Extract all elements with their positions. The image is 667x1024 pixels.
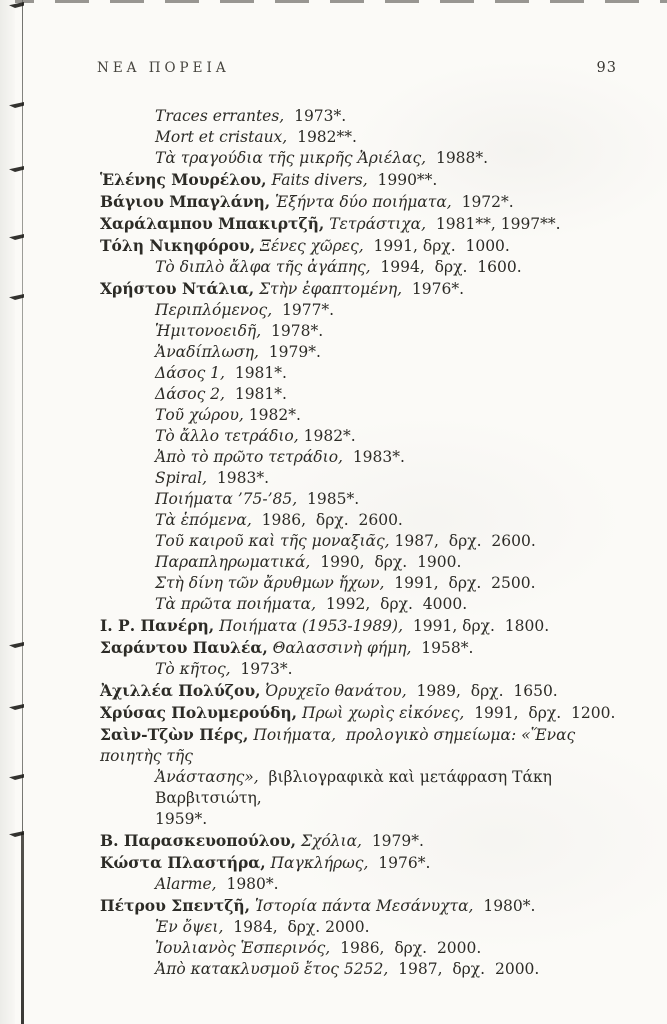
author-name: Ἀχιλλέα Πολύζου, bbox=[100, 681, 261, 700]
work-title: Παγκλήρως, bbox=[265, 854, 369, 872]
author-name: Σαράντου Παυλέα, bbox=[100, 638, 268, 657]
entry-line bbox=[100, 213, 630, 235]
entry-line bbox=[100, 615, 630, 637]
author-name: Πέτρου Σπεντζῆ, bbox=[100, 896, 251, 915]
publication-info: 1981*. bbox=[224, 364, 287, 382]
publication-info: 1983*. bbox=[207, 469, 270, 487]
publication-info: 1983*. bbox=[342, 448, 405, 466]
binding-line-bottom bbox=[21, 833, 24, 1024]
work-title: Στὴ δίνη τῶν ἄρυθμων ἤχων, bbox=[155, 574, 385, 592]
page-number: 93 bbox=[596, 60, 617, 76]
author-name: Χρύσας Πολυμερούδη, bbox=[100, 703, 298, 722]
entry-line bbox=[100, 724, 630, 767]
work-title: Ποιήματα ’75-’85, bbox=[155, 490, 298, 508]
work-title: Σχόλια, bbox=[296, 832, 362, 850]
entry-line bbox=[100, 169, 630, 191]
work-title: Στὴν ἐφαπτομένη, bbox=[254, 280, 403, 298]
publication-info: 1987, δρχ. 2600. bbox=[389, 532, 536, 550]
publication-info: 1959*. bbox=[155, 810, 208, 828]
work-title: Mort et cristaux, bbox=[155, 128, 288, 146]
entry-line bbox=[100, 637, 630, 659]
entry-line bbox=[100, 489, 630, 510]
work-title: Ἀπὸ τὸ πρῶτο τετράδιο, bbox=[155, 448, 343, 466]
entry-line bbox=[100, 191, 630, 213]
publication-info: 1982*. bbox=[298, 427, 356, 445]
author-name: Χαράλαμπου Μπακιρτζῆ, bbox=[100, 214, 325, 233]
work-title: Τὸ διπλὸ ἄλφα τῆς ἀγάπης, bbox=[155, 258, 371, 276]
entry-line bbox=[100, 874, 630, 895]
work-title: Παραπληρωματικά, bbox=[155, 553, 311, 571]
publication-info: 1989, δρχ. 1650. bbox=[406, 682, 558, 700]
publication-info: 1958*. bbox=[411, 639, 474, 657]
publication-info: 1984, δρχ. 2000. bbox=[223, 918, 370, 936]
work-title: Τὸ κῆτος, bbox=[155, 660, 231, 678]
publication-info: 1988*. bbox=[426, 149, 489, 167]
entry-line bbox=[100, 510, 630, 531]
author-name: Χρήστου Ντάλια, bbox=[100, 279, 255, 298]
entries bbox=[100, 106, 630, 980]
work-title: Ἰουλιανὸς Ἑσπερινός, bbox=[155, 939, 331, 957]
work-title: Πρωὶ χωρὶς εἰκόνες, bbox=[297, 704, 465, 722]
author-name: Κώστα Πλαστήρα, bbox=[100, 853, 266, 872]
work-title: Τὰ τραγούδια τῆς μικρῆς Ἀριέλας, bbox=[155, 149, 427, 167]
entry-line bbox=[100, 257, 630, 278]
author-name: Ι. Ρ. Πανέρη, bbox=[100, 616, 215, 635]
work-title: Ποιήματα, προλογικὸ σημείωμα: «Ἕνας ποιητὴς τῆς bbox=[100, 726, 581, 765]
entry-line bbox=[100, 384, 630, 405]
work-title: Περιπλόμενος, bbox=[155, 301, 273, 319]
entry-line bbox=[100, 573, 630, 594]
work-title: Δάσος 1, bbox=[155, 364, 225, 382]
publication-info: 1973*. bbox=[230, 660, 293, 678]
entry-line bbox=[100, 426, 630, 447]
publication-info: βιβλιογραφικὰ καὶ μετάφραση Τάκη Βαρβιτσιώτη, bbox=[155, 768, 557, 807]
work-title: Τετράστιχα, bbox=[324, 215, 427, 233]
work-title: Alarme, bbox=[155, 875, 217, 893]
work-title: Ἐν ὄψει, bbox=[155, 918, 224, 936]
publication-info: 1982*. bbox=[243, 406, 301, 424]
publication-info: 1991, δρχ. 1200. bbox=[464, 704, 616, 722]
page-header bbox=[97, 60, 617, 76]
work-title: Ἡμιτονοειδῆ, bbox=[155, 322, 262, 340]
work-title: Ξένες χῶρες, bbox=[255, 237, 364, 255]
entry-line bbox=[100, 148, 630, 169]
entry-line bbox=[100, 468, 630, 489]
publication-info: 1992, δρχ. 4000. bbox=[316, 595, 468, 613]
entry-line bbox=[100, 959, 630, 980]
entry-line bbox=[100, 702, 630, 724]
publication-info: 1972*. bbox=[451, 193, 514, 211]
publication-info: 1979*. bbox=[361, 832, 424, 850]
entry-line bbox=[100, 342, 630, 363]
publication-info: 1981**, 1997**. bbox=[426, 215, 561, 233]
publication-info: 1990, δρχ. 1900. bbox=[310, 553, 462, 571]
publication-info: 1978*. bbox=[261, 322, 324, 340]
publication-info: 1991, δρχ. 2500. bbox=[384, 574, 536, 592]
publication-info: 1987, δρχ. 2000. bbox=[388, 960, 540, 978]
entry-line bbox=[100, 680, 630, 702]
publication-info: 1982**. bbox=[287, 128, 357, 146]
publication-info: 1985*. bbox=[297, 490, 360, 508]
work-title: Ἀναδίπλωση, bbox=[155, 343, 259, 361]
journal-title: ΝΕΑ ΠΟΡΕΙΑ bbox=[97, 60, 230, 76]
publication-info: 1986, δρχ. 2600. bbox=[251, 511, 403, 529]
work-title: Τοῦ χώρου, bbox=[155, 406, 244, 424]
entry-line bbox=[100, 659, 630, 680]
publication-info: 1980*. bbox=[216, 875, 279, 893]
work-title: Ἱστορία πάντα Μεσάνυχτα, bbox=[250, 897, 474, 915]
entry-line bbox=[100, 405, 630, 426]
entry-line bbox=[100, 447, 630, 468]
work-title: Τὸ ἄλλο τετράδιο, bbox=[155, 427, 299, 445]
author-name: Σαὶν-Τζὼν Πέρς, bbox=[100, 725, 249, 744]
entry-line bbox=[100, 106, 630, 127]
author-name: Ἑλένης Μουρέλου, bbox=[100, 170, 267, 189]
publication-info: 1991, δρχ. 1800. bbox=[403, 617, 550, 635]
work-title: Spiral, bbox=[155, 469, 208, 487]
author-name: Βάγιου Μπαγλάνη, bbox=[100, 192, 271, 211]
entry-line bbox=[100, 767, 630, 809]
entry-line bbox=[100, 594, 630, 615]
entry-line bbox=[100, 809, 630, 830]
work-title: Ποιήματα (1953-1989), bbox=[214, 617, 404, 635]
entry-line bbox=[100, 127, 630, 148]
entry-line bbox=[100, 552, 630, 573]
entry-line bbox=[100, 852, 630, 874]
author-name: Τόλη Νικηφόρου, bbox=[100, 236, 256, 255]
entry-line bbox=[100, 300, 630, 321]
entry-line bbox=[100, 321, 630, 342]
page-gutter-shadow bbox=[0, 0, 15, 1024]
publication-info: 1977*. bbox=[272, 301, 335, 319]
entry-line bbox=[100, 235, 630, 257]
author-name: Β. Παρασκευοπούλου, bbox=[100, 831, 297, 850]
scan-top-edge bbox=[0, 0, 667, 3]
work-title: Ὀρυχεῖο θανάτου, bbox=[260, 682, 407, 700]
entry-line bbox=[100, 830, 630, 852]
publication-info: 1994, δρχ. 1600. bbox=[370, 258, 522, 276]
entry-line bbox=[100, 917, 630, 938]
work-title: Ἑξήντα δύο ποιήματα, bbox=[270, 193, 452, 211]
work-title: Ἀνάστασης», bbox=[155, 768, 259, 786]
work-title: Τὰ ἑπόμενα, bbox=[155, 511, 252, 529]
work-title: Δάσος 2, bbox=[155, 385, 225, 403]
publication-info: 1986, δρχ. 2000. bbox=[330, 939, 482, 957]
entry-line bbox=[100, 895, 630, 917]
entry-line bbox=[100, 278, 630, 300]
entry-line bbox=[100, 531, 630, 552]
work-title: Ἀπὸ κατακλυσμοῦ ἔτος 5252, bbox=[155, 960, 389, 978]
work-title: Θαλασσινὴ φήμη, bbox=[267, 639, 412, 657]
publication-info: 1991, δρχ. 1000. bbox=[363, 237, 510, 255]
publication-info: 1973*. bbox=[284, 107, 347, 125]
work-title: Traces errantes, bbox=[155, 107, 285, 125]
publication-info: 1976*. bbox=[402, 280, 465, 298]
work-title: Faits divers, bbox=[266, 171, 368, 189]
publication-info: 1981*. bbox=[224, 385, 287, 403]
entry-line bbox=[100, 363, 630, 384]
publication-info: 1979*. bbox=[258, 343, 321, 361]
publication-info: 1990**. bbox=[367, 171, 438, 189]
work-title: Τὰ πρῶτα ποιήματα, bbox=[155, 595, 317, 613]
work-title: Τοῦ καιροῦ καὶ τῆς μοναξιᾶς, bbox=[155, 532, 390, 550]
publication-info: 1976*. bbox=[368, 854, 431, 872]
publication-info: 1980*. bbox=[473, 897, 536, 915]
entry-line bbox=[100, 938, 630, 959]
